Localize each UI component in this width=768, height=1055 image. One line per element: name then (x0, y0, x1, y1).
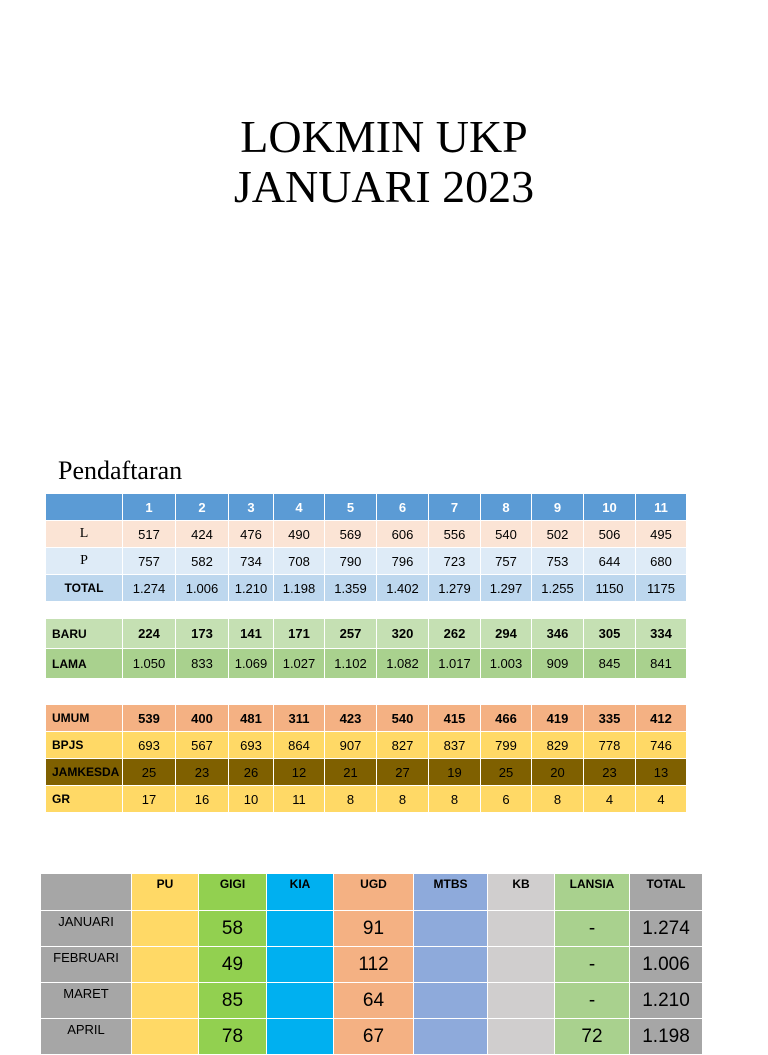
title-line-1: LOKMIN UKP (240, 111, 528, 162)
table-cell: 506 (584, 521, 636, 548)
table-cell: 11 (274, 786, 325, 813)
row-label: BPJS (46, 732, 123, 759)
table-cell: 10 (229, 786, 274, 813)
registration-new-old-table (45, 618, 687, 679)
table-row (46, 575, 687, 602)
table-cell (488, 947, 555, 983)
header-cell: 9 (532, 494, 584, 521)
table-cell (488, 911, 555, 947)
table-cell: 1.082 (377, 649, 429, 679)
month-label: FEBRUARI (41, 947, 132, 983)
table-cell (488, 983, 555, 1019)
registration-payment-table (45, 704, 687, 813)
table-cell: 1.006 (630, 947, 703, 983)
header-cell (41, 874, 132, 911)
table-cell: 476 (229, 521, 274, 548)
table-cell: 262 (429, 619, 481, 649)
table-cell: 466 (481, 705, 532, 732)
header-cell: GIGI (199, 874, 267, 911)
table-cell: 693 (123, 732, 176, 759)
table-cell: 1.402 (377, 575, 429, 602)
header-cell: 2 (176, 494, 229, 521)
table-row (41, 911, 703, 947)
table-cell: 680 (636, 548, 687, 575)
table-cell: 693 (229, 732, 274, 759)
table-cell: 17 (123, 786, 176, 813)
table-cell: 294 (481, 619, 532, 649)
table-cell: 85 (199, 983, 267, 1019)
table-row (41, 947, 703, 983)
table-cell: 837 (429, 732, 481, 759)
table-cell: 21 (325, 759, 377, 786)
table-cell: 19 (429, 759, 481, 786)
table-cell: 8 (429, 786, 481, 813)
table-cell: 833 (176, 649, 229, 679)
header-cell: 4 (274, 494, 325, 521)
table-cell: 746 (636, 732, 687, 759)
header-cell: 8 (481, 494, 532, 521)
table-cell: 8 (377, 786, 429, 813)
table-cell: 790 (325, 548, 377, 575)
table-cell: 1.297 (481, 575, 532, 602)
table-cell: 1.003 (481, 649, 532, 679)
table-cell: 569 (325, 521, 377, 548)
table-cell: 6 (481, 786, 532, 813)
table-cell: 606 (377, 521, 429, 548)
table-cell (414, 947, 488, 983)
table-cell: 419 (532, 705, 584, 732)
table-cell: 757 (481, 548, 532, 575)
row-label: BARU (46, 619, 123, 649)
table-cell: 423 (325, 705, 377, 732)
header-cell: 10 (584, 494, 636, 521)
table-cell: 1.102 (325, 649, 377, 679)
header-cell: KIA (267, 874, 334, 911)
table-cell: 582 (176, 548, 229, 575)
header-cell: UGD (334, 874, 414, 911)
table-cell: 23 (584, 759, 636, 786)
table-cell: 734 (229, 548, 274, 575)
table-cell: 26 (229, 759, 274, 786)
table-cell: 20 (532, 759, 584, 786)
table-cell: 1.027 (274, 649, 325, 679)
table-cell: 64 (334, 983, 414, 1019)
table-cell: 67 (334, 1019, 414, 1055)
table-cell: 4 (636, 786, 687, 813)
table-cell: 796 (377, 548, 429, 575)
table-cell: 58 (199, 911, 267, 947)
table-cell: 490 (274, 521, 325, 548)
table-cell: 305 (584, 619, 636, 649)
table-cell: 72 (555, 1019, 630, 1055)
table-cell: 27 (377, 759, 429, 786)
table-cell: 753 (532, 548, 584, 575)
table-cell: 829 (532, 732, 584, 759)
table-cell: 1.359 (325, 575, 377, 602)
table-cell (414, 983, 488, 1019)
table-row (46, 548, 687, 575)
table-row (46, 786, 687, 813)
section-title: Pendaftaran (58, 456, 183, 485)
header-cell: 1 (123, 494, 176, 521)
table-cell: 16 (176, 786, 229, 813)
table-row (46, 521, 687, 548)
table-cell: 91 (334, 911, 414, 947)
table-cell: 757 (123, 548, 176, 575)
table-cell: 1150 (584, 575, 636, 602)
table-cell: 778 (584, 732, 636, 759)
table-cell: 412 (636, 705, 687, 732)
header-cell (46, 494, 123, 521)
table-cell: 1.274 (123, 575, 176, 602)
table-cell: 1.050 (123, 649, 176, 679)
table-cell: 224 (123, 619, 176, 649)
table-cell (414, 911, 488, 947)
table-cell: 708 (274, 548, 325, 575)
table-cell: 1.006 (176, 575, 229, 602)
table-cell: 12 (274, 759, 325, 786)
table-cell: 556 (429, 521, 481, 548)
row-label: JAMKESDA (46, 759, 123, 786)
table-cell: 502 (532, 521, 584, 548)
table-cell: - (555, 983, 630, 1019)
table-cell: 25 (123, 759, 176, 786)
table-cell: 78 (199, 1019, 267, 1055)
table-cell: 8 (325, 786, 377, 813)
table-row (46, 732, 687, 759)
row-label: UMUM (46, 705, 123, 732)
header-cell: 7 (429, 494, 481, 521)
table-cell: 334 (636, 619, 687, 649)
table-cell: 540 (377, 705, 429, 732)
table-cell (267, 983, 334, 1019)
table-cell: 1.198 (630, 1019, 703, 1055)
table-cell: 8 (532, 786, 584, 813)
table-row (46, 649, 687, 679)
table-cell: 799 (481, 732, 532, 759)
table-cell: 400 (176, 705, 229, 732)
row-label: GR (46, 786, 123, 813)
row-label: P (46, 548, 123, 575)
table-cell: 173 (176, 619, 229, 649)
table-row (46, 619, 687, 649)
table-header-row (41, 874, 703, 911)
table-cell: 1.017 (429, 649, 481, 679)
table-row (46, 759, 687, 786)
table-cell: 481 (229, 705, 274, 732)
table-cell: 1175 (636, 575, 687, 602)
page-title (0, 112, 768, 212)
header-cell: MTBS (414, 874, 488, 911)
table-cell: 827 (377, 732, 429, 759)
row-label: TOTAL (46, 575, 123, 602)
header-cell: 3 (229, 494, 274, 521)
table-header-row (46, 494, 687, 521)
table-cell: 141 (229, 619, 274, 649)
table-cell: 311 (274, 705, 325, 732)
table-cell: 1.255 (532, 575, 584, 602)
table-cell: 723 (429, 548, 481, 575)
month-label: JANUARI (41, 911, 132, 947)
table-cell: 1.210 (630, 983, 703, 1019)
header-cell: PU (132, 874, 199, 911)
table-cell: 1.210 (229, 575, 274, 602)
table-cell: 49 (199, 947, 267, 983)
table-cell: 320 (377, 619, 429, 649)
registration-gender-table (45, 493, 687, 602)
header-cell: LANSIA (555, 874, 630, 911)
table-cell: 539 (123, 705, 176, 732)
table-cell: 1.279 (429, 575, 481, 602)
header-cell: 6 (377, 494, 429, 521)
table-cell: 23 (176, 759, 229, 786)
table-cell: 845 (584, 649, 636, 679)
table-cell: 415 (429, 705, 481, 732)
table-cell: 335 (584, 705, 636, 732)
table-cell: 1.198 (274, 575, 325, 602)
title-line-2: JANUARI 2023 (233, 161, 535, 212)
header-cell: 11 (636, 494, 687, 521)
table-cell: 4 (584, 786, 636, 813)
table-cell: 346 (532, 619, 584, 649)
table-cell: 567 (176, 732, 229, 759)
table-cell: 864 (274, 732, 325, 759)
table-cell (267, 947, 334, 983)
table-cell (267, 911, 334, 947)
table-cell (132, 983, 199, 1019)
table-cell: 907 (325, 732, 377, 759)
header-cell: 5 (325, 494, 377, 521)
table-cell: 112 (334, 947, 414, 983)
table-cell: - (555, 911, 630, 947)
table-cell: 909 (532, 649, 584, 679)
table-cell: 1.069 (229, 649, 274, 679)
row-label: L (46, 521, 123, 548)
monthly-service-table (40, 873, 703, 1055)
table-cell: 424 (176, 521, 229, 548)
table-cell: - (555, 947, 630, 983)
table-row (41, 983, 703, 1019)
table-cell: 495 (636, 521, 687, 548)
table-cell: 540 (481, 521, 532, 548)
table-cell: 841 (636, 649, 687, 679)
table-cell (132, 947, 199, 983)
table-cell: 13 (636, 759, 687, 786)
table-cell: 171 (274, 619, 325, 649)
month-label: MARET (41, 983, 132, 1019)
header-cell: TOTAL (630, 874, 703, 911)
table-cell: 644 (584, 548, 636, 575)
header-cell: KB (488, 874, 555, 911)
month-label: APRIL (41, 1019, 132, 1055)
table-row (46, 705, 687, 732)
table-cell: 25 (481, 759, 532, 786)
row-label: LAMA (46, 649, 123, 679)
table-cell: 517 (123, 521, 176, 548)
table-cell: 257 (325, 619, 377, 649)
table-cell: 1.274 (630, 911, 703, 947)
table-cell (132, 911, 199, 947)
